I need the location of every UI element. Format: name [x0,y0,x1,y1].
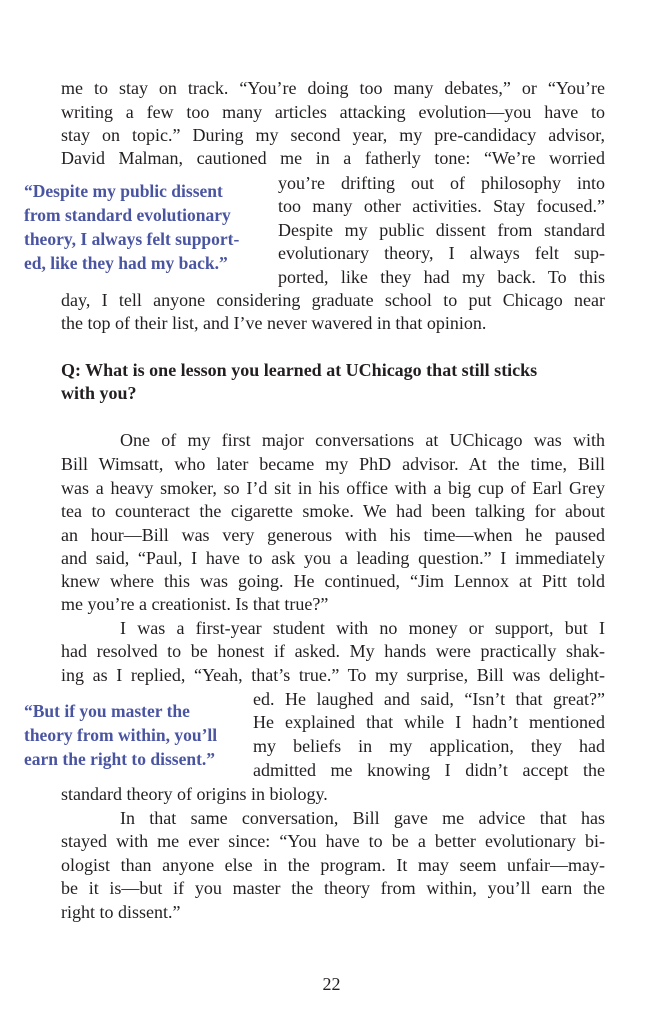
text-line: and said, “Paul, I have to ask you a leading question.” I immediately [61,548,605,568]
question-line: with you? [61,383,137,403]
pull-quote-line: “But if you master the [24,701,190,721]
pull-quote-line: from standard evolutionary [24,205,231,225]
text-line: had resolved to be honest if asked. My hands were practically shak- [61,641,605,661]
text-line: me to stay on track. “You’re doing too many debates,” or “You’re [61,78,605,98]
page-number: 22 [322,974,341,994]
text-line: In that same conversation, Bill gave me advice that has [120,808,605,828]
text-line: He explained that while I hadn’t mentioned [253,712,605,732]
text-line: tea to counteract the cigarette smoke. We had been talking for about [61,501,605,521]
text-line: One of my first major conversations at UChicago was with [120,430,605,450]
text-line: ing as I replied, “Yeah, that’s true.” To my surprise, Bill was delight- [61,665,605,685]
pull-quote-line: “Despite my public dissent [24,181,223,201]
text-line: was a heavy smoker, so I’d sit in his office with a big cup of Earl Grey [61,478,605,498]
text-line: my beliefs in my application, they had [253,736,605,756]
text-line: evolutionary theory, I always felt sup- [278,243,605,263]
text-line: be it is—but if you master the theory from within, you’ll earn the [61,878,605,898]
pull-quote-line: ed, like they had my back.” [24,253,228,273]
text-line: the top of their list, and I’ve never wavered in that opinion. [61,313,487,333]
pull-quote-line: theory from within, you’ll [24,725,218,745]
text-line: admitted me knowing I didn’t accept the [253,760,605,780]
text-line: ed. He laughed and said, “Isn’t that great?” [253,689,605,709]
text-line: Despite my public dissent from standard [278,220,605,240]
text-line: an hour—Bill was very generous with his time—when he paused [61,525,605,545]
text-line: you’re drifting out of philosophy into [278,173,605,193]
text-line: ologist than anyone else in the program. It may seem unfair—may- [61,855,605,875]
text-line: Bill Wimsatt, who later became my PhD advisor. At the time, Bill [61,454,605,474]
text-line: writing a few too many articles attacking evolution—you have to [61,102,605,122]
text-line: stayed with me ever since: “You have to be a better evolutionary bi- [61,831,605,851]
text-line: ported, like they had my back. To this [278,267,605,287]
text-line: David Malman, cautioned me in a fatherly tone: “We’re worried [61,148,605,168]
text-line: stay on topic.” During my second year, my pre-candidacy advisor, [61,125,605,145]
text-line: I was a first-year student with no money or support, but I [120,618,605,638]
text-line: too many other activities. Stay focused.” [278,196,605,216]
text-line: day, I tell anyone considering graduate school to put Chicago near [61,290,605,310]
pull-quote-line: theory, I always felt support- [24,229,240,249]
text-line: standard theory of origins in biology. [61,784,328,804]
text-line: right to dissent.” [61,902,181,922]
question-line: Q: What is one lesson you learned at UChicago that still sticks [61,360,538,380]
text-line: knew where this was going. He continued, “Jim Lennox at Pitt told [61,571,605,591]
text-line: me you’re a creationist. Is that true?” [61,594,329,614]
pull-quote-line: earn the right to dissent.” [24,749,216,769]
